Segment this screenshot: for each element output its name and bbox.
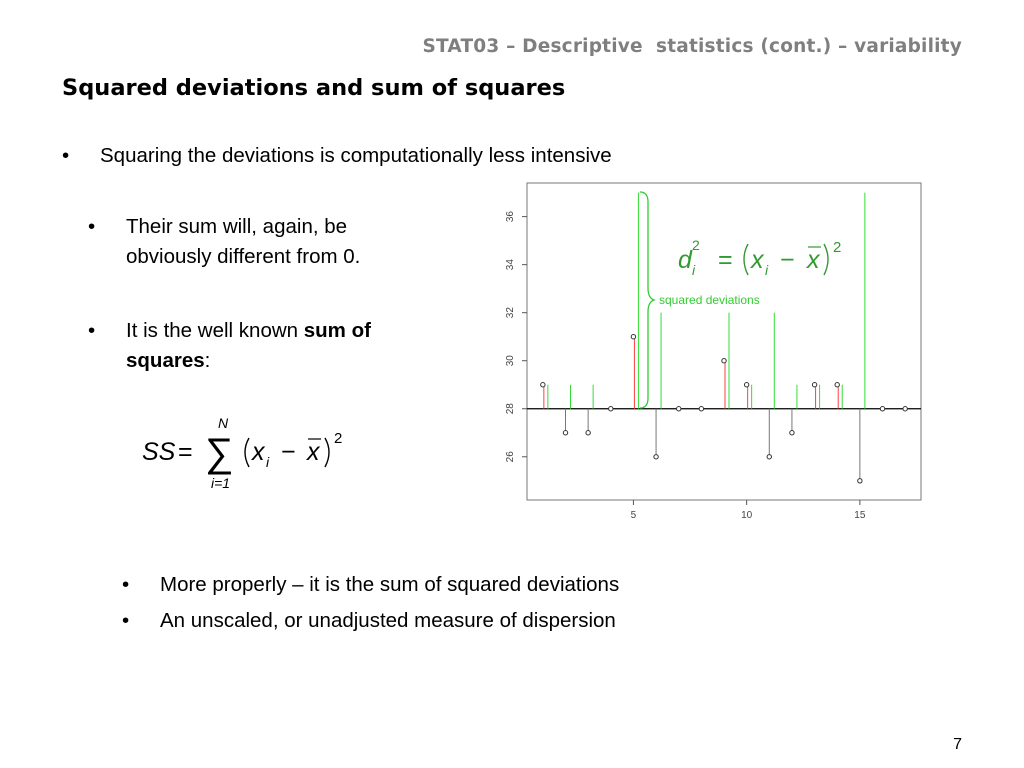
formula-xbar: x xyxy=(307,438,320,466)
data-point xyxy=(880,407,884,411)
bullet-item xyxy=(122,606,772,636)
bullet-marker: • xyxy=(122,573,130,596)
course-header: STAT03 – Descriptive statistics (cont.) – variability xyxy=(422,36,962,57)
bullet-marker: • xyxy=(88,319,96,342)
data-point xyxy=(654,455,658,459)
bullet-text: More properly – it is the sum of squared deviations xyxy=(160,573,620,596)
slide-title: Squared deviations and sum of squares xyxy=(62,75,566,101)
data-point xyxy=(677,407,681,411)
plot-frame xyxy=(527,183,921,500)
left-paren xyxy=(245,438,249,467)
y-tick-label: 28 xyxy=(505,403,516,415)
bullet-text-line: obviously different from 0. xyxy=(126,245,361,268)
bullet-text-line xyxy=(126,316,371,346)
squared-deviations-annotation: squared deviations xyxy=(659,293,760,307)
data-point xyxy=(631,334,635,338)
data-point xyxy=(586,431,590,435)
bullet-text: An unscaled, or unadjusted measure of dispersion xyxy=(160,609,616,632)
data-point xyxy=(722,359,726,363)
data-point xyxy=(812,383,816,387)
bullet-item xyxy=(88,212,448,272)
formula-ss-label: SS xyxy=(142,438,176,466)
data-point xyxy=(835,383,839,387)
bold-term: sum of xyxy=(303,319,371,342)
data-point xyxy=(790,431,794,435)
sum-of-squares-formula xyxy=(135,410,365,500)
formula-d: d xyxy=(678,246,692,274)
formula-d-minus: − xyxy=(780,246,795,274)
data-point xyxy=(699,407,703,411)
y-tick-label: 30 xyxy=(505,355,516,367)
formula-upper-limit: N xyxy=(218,415,229,431)
y-tick-label: 32 xyxy=(505,307,516,319)
bullet-marker: • xyxy=(122,609,130,632)
right-paren xyxy=(325,438,329,467)
bullet-text: Squaring the deviations is computationally less intensive xyxy=(100,144,612,167)
y-tick-label: 36 xyxy=(505,211,516,223)
squared-deviations-chart xyxy=(480,180,930,540)
formula-d-power: 2 xyxy=(833,239,842,256)
x-tick-label: 15 xyxy=(854,510,866,521)
formula-d-equals: = xyxy=(718,246,733,274)
bullet-item xyxy=(122,570,772,600)
formula-x: x xyxy=(252,438,265,466)
bullet-text-line: Their sum will, again, be xyxy=(126,215,348,238)
formula-lower-limit: i=1 xyxy=(211,475,231,491)
formula-minus: − xyxy=(281,438,296,466)
page-number: 7 xyxy=(953,736,962,753)
bold-term: squares xyxy=(126,349,205,372)
data-point xyxy=(858,479,862,483)
data-point xyxy=(541,383,545,387)
data-point xyxy=(744,383,748,387)
x-tick-label: 5 xyxy=(630,510,637,521)
bullet-text: It is the well known xyxy=(126,319,304,342)
formula-d-x-subscript: i xyxy=(765,262,769,278)
formula-d-xbar: x xyxy=(807,246,820,274)
bullet-marker: • xyxy=(62,144,70,167)
y-tick-label: 26 xyxy=(505,451,516,463)
formula-d-subscript: i xyxy=(692,262,696,278)
sigma-symbol: ∑ xyxy=(205,431,234,475)
bullet-item xyxy=(88,316,448,376)
formula-subscript-i: i xyxy=(266,454,270,470)
bullet-text-line xyxy=(126,346,210,376)
bullet-marker: • xyxy=(88,215,96,238)
x-tick-label: 10 xyxy=(741,510,753,521)
formula-equals: = xyxy=(178,438,193,466)
y-tick-label: 34 xyxy=(505,259,516,271)
bullet-text: : xyxy=(204,349,211,372)
data-point xyxy=(767,455,771,459)
data-point xyxy=(563,431,567,435)
formula-d-x: x xyxy=(751,246,764,274)
data-point xyxy=(903,407,907,411)
bullet-item xyxy=(62,141,762,171)
data-point xyxy=(609,407,613,411)
formula-d-superscript: 2 xyxy=(692,237,700,253)
formula-power: 2 xyxy=(334,430,343,447)
